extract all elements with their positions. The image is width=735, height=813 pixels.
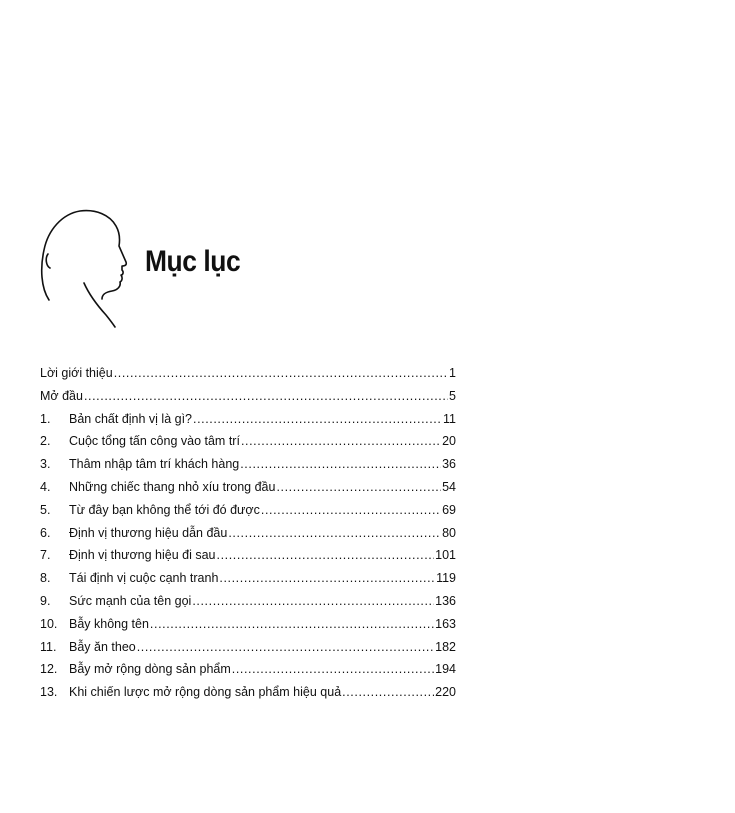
- toc-entry-label: Những chiếc thang nhỏ xíu trong đầu: [69, 479, 276, 494]
- toc-entry-page: 20: [442, 434, 456, 449]
- toc-entry-number: 3.: [40, 457, 51, 472]
- toc-entry-label: Cuộc tổng tấn công vào tâm trí: [69, 434, 240, 449]
- toc-entry-label: Thâm nhập tâm trí khách hàng: [69, 457, 240, 472]
- toc-entry-page: 1: [449, 366, 456, 380]
- toc-entry-label: Từ đây bạn không thể tới đó được: [69, 502, 260, 517]
- toc-entry-label: Định vị thương hiệu đi sau: [69, 548, 216, 563]
- toc-entry-number: 1.: [40, 411, 51, 426]
- dot-leader: [192, 594, 434, 608]
- toc-entry: [40, 685, 456, 708]
- toc-entry-label: Bẫy mở rộng dòng sản phẩm: [69, 662, 231, 677]
- toc-entry-page: 54: [442, 479, 456, 494]
- toc-entry: [40, 640, 456, 663]
- toc-entry-number: 2.: [40, 434, 51, 449]
- toc-entry-page: 220: [435, 685, 456, 700]
- toc-entry-number: 13.: [40, 685, 58, 700]
- toc-entry-label: Lời giới thiệu: [40, 366, 113, 380]
- toc-entry-page: 5: [449, 388, 456, 403]
- toc-entry-page: 163: [435, 616, 456, 631]
- toc-entry-page: 11: [443, 411, 456, 426]
- toc-entry: [40, 457, 456, 480]
- dot-leader: [217, 548, 435, 562]
- toc-entry: [40, 366, 456, 389]
- toc-entry: [40, 526, 456, 549]
- toc-entry: [40, 548, 456, 571]
- toc-entry-number: 5.: [40, 502, 51, 517]
- toc-entry-label: Tái định vị cuộc cạnh tranh: [69, 571, 219, 586]
- dot-leader: [342, 685, 434, 699]
- toc-entry-page: 136: [435, 593, 456, 608]
- toc-entry-label: Bẫy không tên: [69, 616, 149, 631]
- toc-entry-number: 4.: [40, 479, 51, 494]
- dot-leader: [240, 457, 441, 471]
- toc-entry-label: Mở đầu: [40, 388, 83, 403]
- toc-entry-label: Bẫy ăn theo: [69, 639, 136, 654]
- dot-leader: [228, 526, 441, 540]
- toc-entry: [40, 594, 456, 617]
- table-of-contents: [40, 366, 456, 708]
- toc-entry-number: 12.: [40, 662, 58, 677]
- toc-entry-page: 194: [435, 662, 456, 677]
- toc-entry: [40, 434, 456, 457]
- toc-entry-page: 119: [436, 571, 456, 586]
- toc-entry-label: Định vị thương hiệu dẫn đầu: [69, 525, 228, 540]
- toc-entry-page: 101: [435, 548, 456, 563]
- toc-entry-page: 69: [442, 502, 456, 517]
- head-profile-icon: [38, 208, 138, 333]
- toc-entry-label: Khi chiến lược mở rộng dòng sản phẩm hiệu quả: [69, 685, 342, 700]
- toc-entry-page: 182: [435, 639, 456, 654]
- toc-entry: [40, 389, 456, 412]
- toc-entry-number: 11.: [40, 639, 57, 654]
- dot-leader: [219, 571, 435, 585]
- toc-entry: [40, 662, 456, 685]
- toc-entry-number: 10.: [40, 616, 58, 631]
- dot-leader: [114, 366, 448, 380]
- toc-entry-number: 6.: [40, 525, 51, 540]
- toc-entry-number: 7.: [40, 548, 51, 563]
- toc-entry-page: 80: [442, 525, 456, 540]
- dot-leader: [150, 617, 434, 631]
- dot-leader: [261, 503, 441, 517]
- toc-entry: [40, 480, 456, 503]
- toc-entry-number: 9.: [40, 593, 51, 608]
- toc-entry: [40, 617, 456, 640]
- dot-leader: [84, 389, 448, 403]
- dot-leader: [193, 412, 442, 426]
- dot-leader: [137, 640, 434, 654]
- toc-entry-label: Sức mạnh của tên gọi: [69, 593, 192, 608]
- page-title: Mục lục: [145, 245, 241, 278]
- toc-entry-label: Bản chất định vị là gì?: [69, 411, 192, 426]
- toc-entry: [40, 571, 456, 594]
- toc-entry: [40, 412, 456, 435]
- dot-leader: [241, 434, 441, 448]
- toc-entry-number: 8.: [40, 571, 51, 586]
- dot-leader: [232, 662, 434, 676]
- dot-leader: [276, 480, 441, 494]
- toc-entry-page: 36: [442, 457, 456, 472]
- toc-entry: [40, 503, 456, 526]
